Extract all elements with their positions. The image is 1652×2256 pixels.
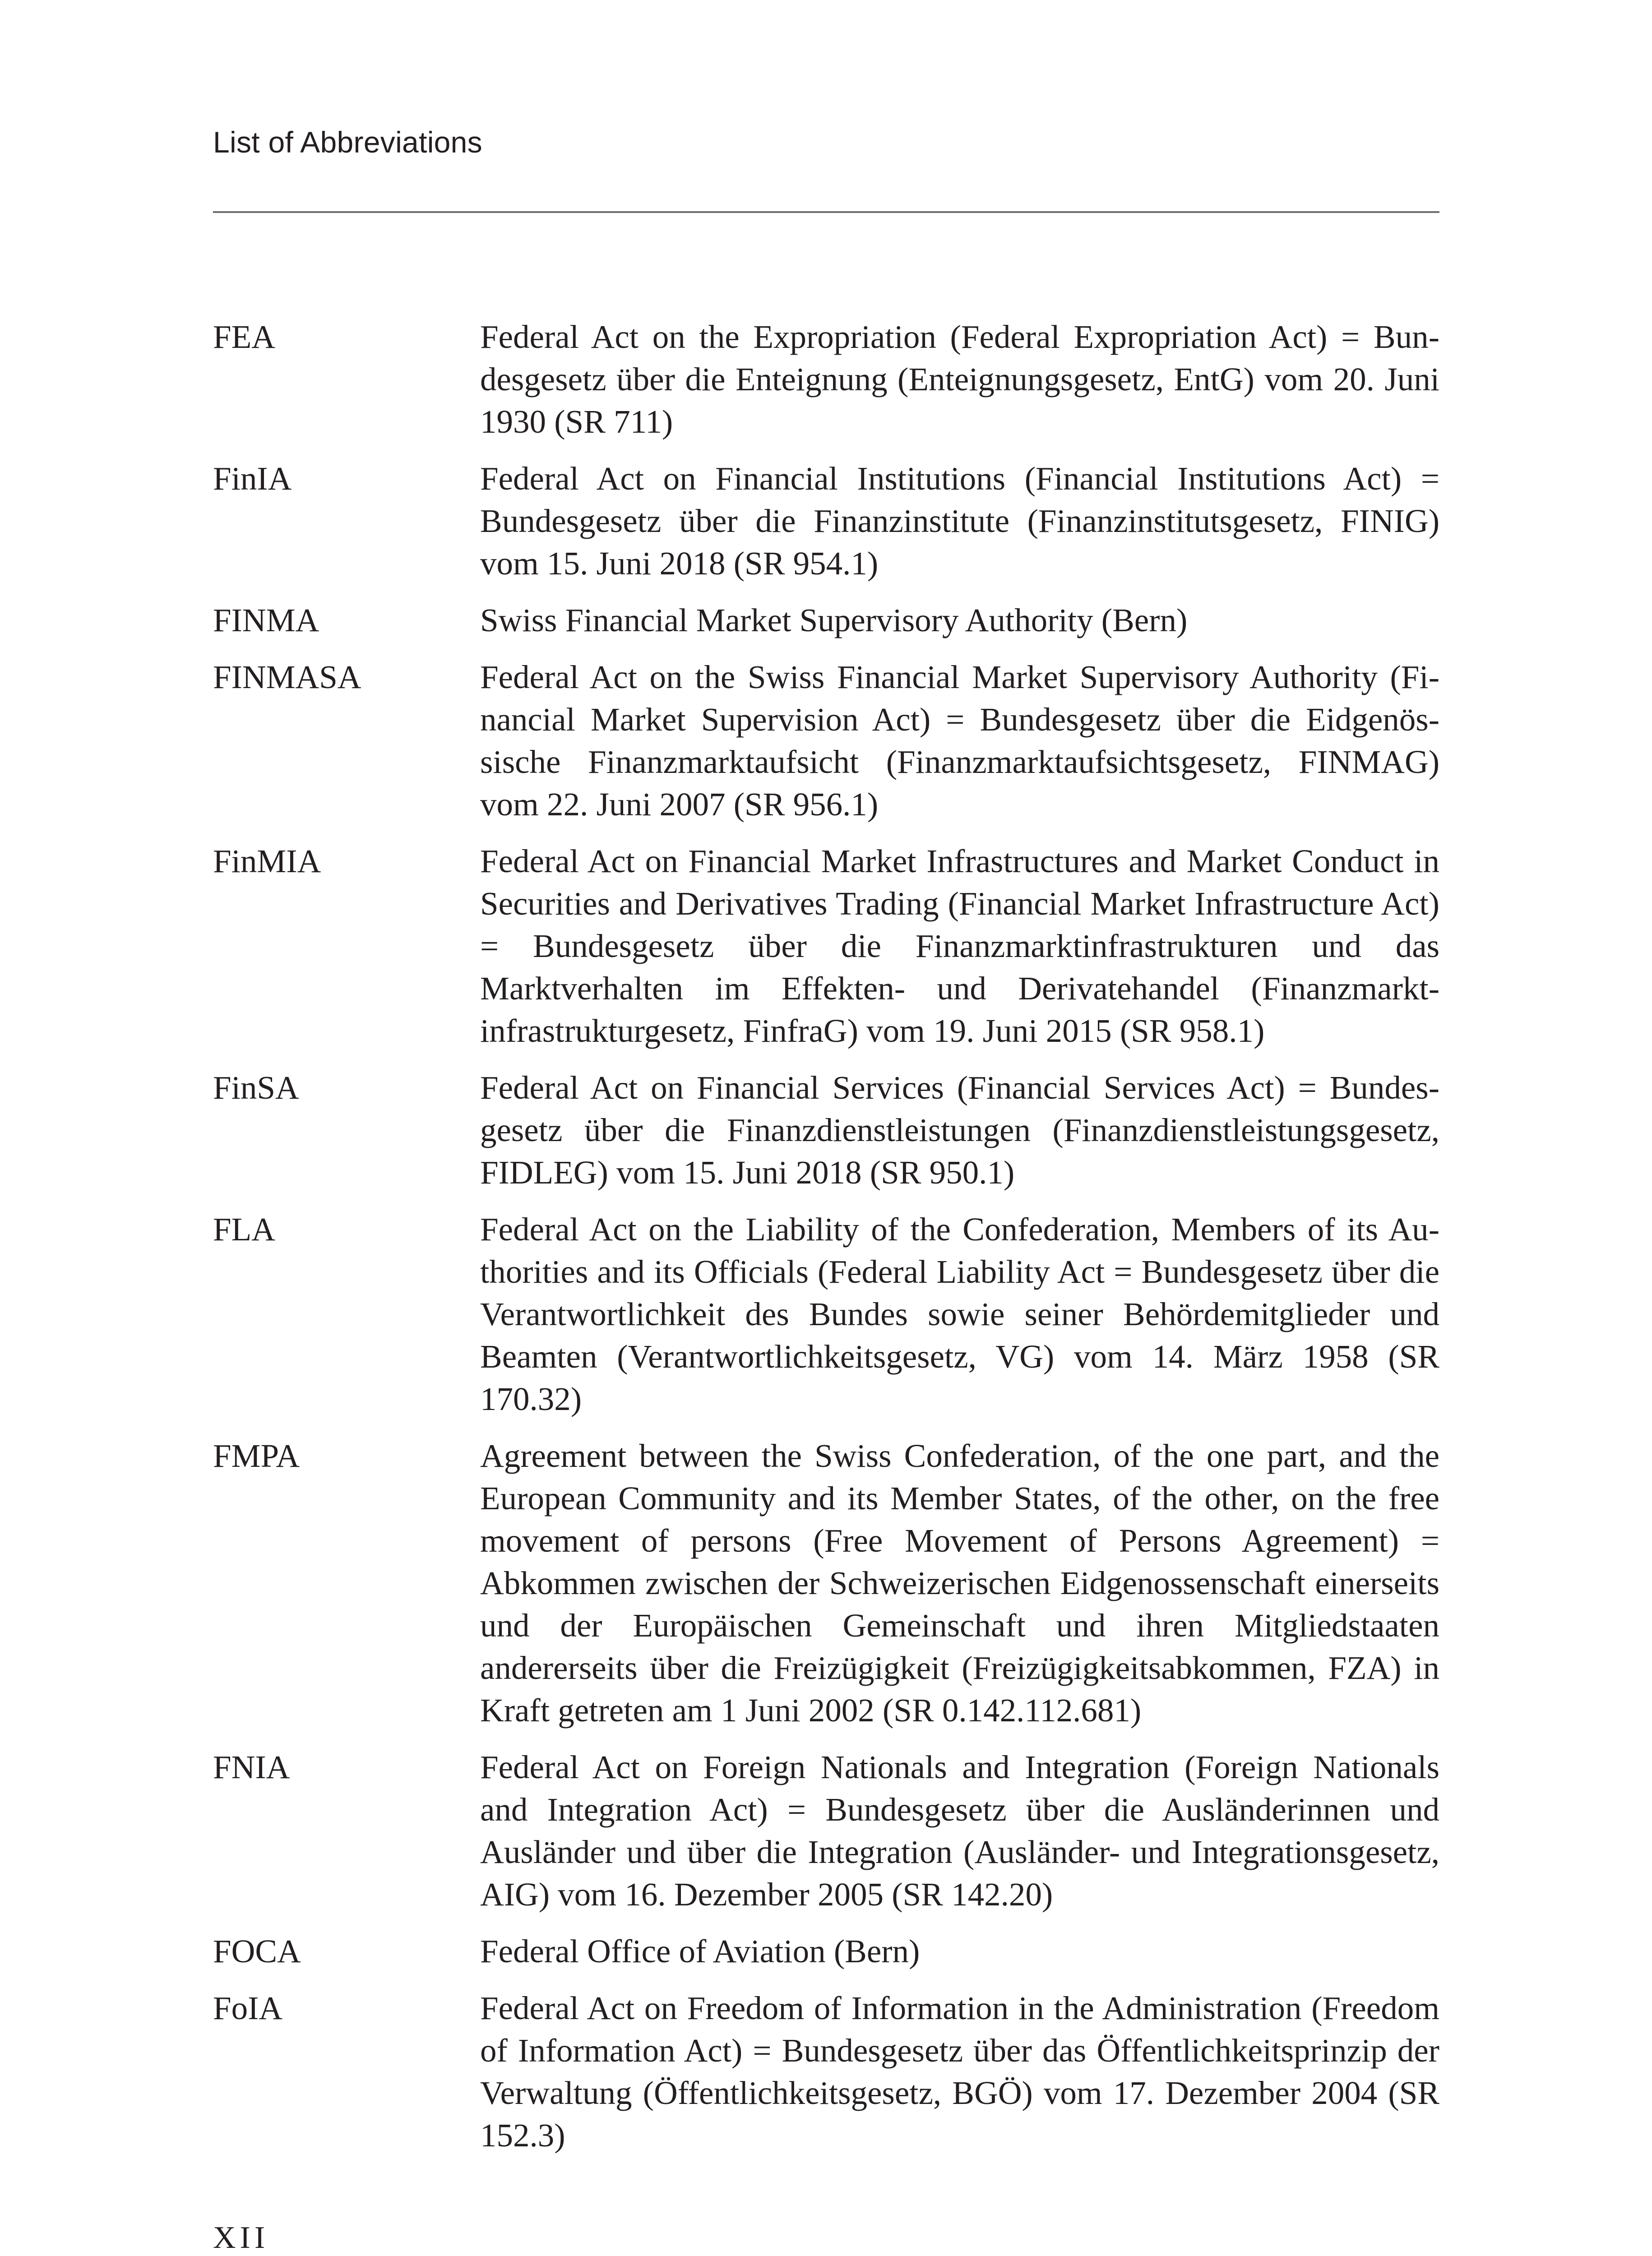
running-head: List of Abbreviations [213,125,482,159]
abbreviation-term: FinIA [213,460,292,497]
abbreviation-definition: Federal Act on Foreign Nationals and Integration (Foreign Nationals and Integration Act) = Bundesgesetz über die Ausländerinnen und Ausländer und über die Integration (Ausländer- und Integrationsgesetz, AIG) vom 16. Dezember 2005 (SR 142.20) [480,1749,1439,1913]
header-rule [213,211,1439,213]
abbreviation-definition: Federal Act on the Swiss Financial Market Supervisory Authority (Financial Market Supervision Act) = Bundesgesetz über die Eidgenössische Finanzmarktaufsicht (Finanzmarktaufsichtsgesetz, FINMAG) vom 22. Juni 2007 (SR 956.1) [480,659,1439,823]
abbreviation-term: FOCA [213,1933,301,1969]
abbreviation-entry-finia [213,458,1439,585]
abbreviation-definition: Federal Act on the Expropriation (Federal Expropriation Act) = Bundesgesetz über die Enteignung (Enteignungsgesetz, EntG) vom 20. Juni 1930 (SR 711) [480,319,1439,440]
abbreviation-definition: Agreement between the Swiss Confederation, of the one part, and the European Community and its Member States, of the other, on the free movement of persons (Free Movement of Persons Agreement) = Abkommen zwischen der Schweizerischen Eidgenossenschaft einerseits und der Europäischen Gemeinschaft und ihren Mitgliedstaaten andererseits über die Freizügigkeit (Freizügigkeitsabkommen, FZA) in Kraft getreten am 1 Juni 2002 (SR 0.142.112.681) [480,1438,1439,1729]
abbreviation-entry-foia [213,1987,1439,2157]
abbreviation-definition: Federal Act on Financial Institutions (Financial Institutions Act) = Bundesgesetz über die Finanzinstitute (Finanzinstitutsgesetz, FINIG) vom 15. Juni 2018 (SR 954.1) [480,460,1439,582]
abbreviation-entry-finma [213,599,1439,642]
abbreviation-term: FoIA [213,1990,283,2026]
abbreviation-list [213,316,1439,2171]
abbreviation-entry-fmpa [213,1435,1439,1732]
abbreviation-term: FINMA [213,602,319,638]
abbreviation-entry-finsa [213,1067,1439,1194]
abbreviation-entry-fnia [213,1746,1439,1916]
abbreviation-term: FNIA [213,1749,290,1785]
abbreviation-entry-fla [213,1208,1439,1420]
abbreviation-term: FinMIA [213,843,321,879]
abbreviation-definition: Federal Act on Freedom of Information in the Administration (Freedom of Information Act) = Bundesgesetz über das Öffentlichkeitsprinzip der Verwaltung (Öffentlichkeitsgesetz, BGÖ) vom 17. Dezember 2004 (SR 152.3) [480,1990,1439,2154]
abbreviation-term: FinSA [213,1069,299,1106]
abbreviation-term: FLA [213,1211,275,1248]
abbreviation-term: FEA [213,319,275,355]
page-number: XII [213,2220,269,2255]
abbreviation-definition: Federal Act on Financial Market Infrastructures and Market Conduct in Securities and Derivatives Trading (Financial Market Infrastructure Act) = Bundesgesetz über die Finanzmarktinfrastrukturen und das Marktverhalten im Effekten- und Derivatehandel (Finanzmarktinfrastrukturgesetz, FinfraG) vom 19. Juni 2015 (SR 958.1) [480,843,1439,1049]
abbreviation-entry-finmasa [213,656,1439,826]
abbreviation-term: FMPA [213,1438,300,1474]
abbreviation-entry-finmia [213,840,1439,1052]
abbreviation-definition: Swiss Financial Market Supervisory Authority (Bern) [480,602,1188,638]
abbreviation-entry-foca [213,1930,1439,1973]
abbreviation-term: FINMASA [213,659,361,695]
abbreviation-entry-fea [213,316,1439,443]
abbreviation-definition: Federal Act on the Liability of the Confederation, Members of its Authorities and its Officials (Federal Liability Act = Bundesgesetz über die Verantwortlichkeit des Bundes sowie seiner Behördemitglieder und Beamten (Verantwortlichkeitsgesetz, VG) vom 14. März 1958 (SR 170.32) [480,1211,1439,1417]
abbreviation-definition: Federal Office of Aviation (Bern) [480,1933,920,1969]
abbreviation-definition: Federal Act on Financial Services (Financial Services Act) = Bundesgesetz über die Finanzdienstleistungen (Finanzdienstleistungsgesetz, FIDLEG) vom 15. Juni 2018 (SR 950.1) [480,1069,1439,1191]
